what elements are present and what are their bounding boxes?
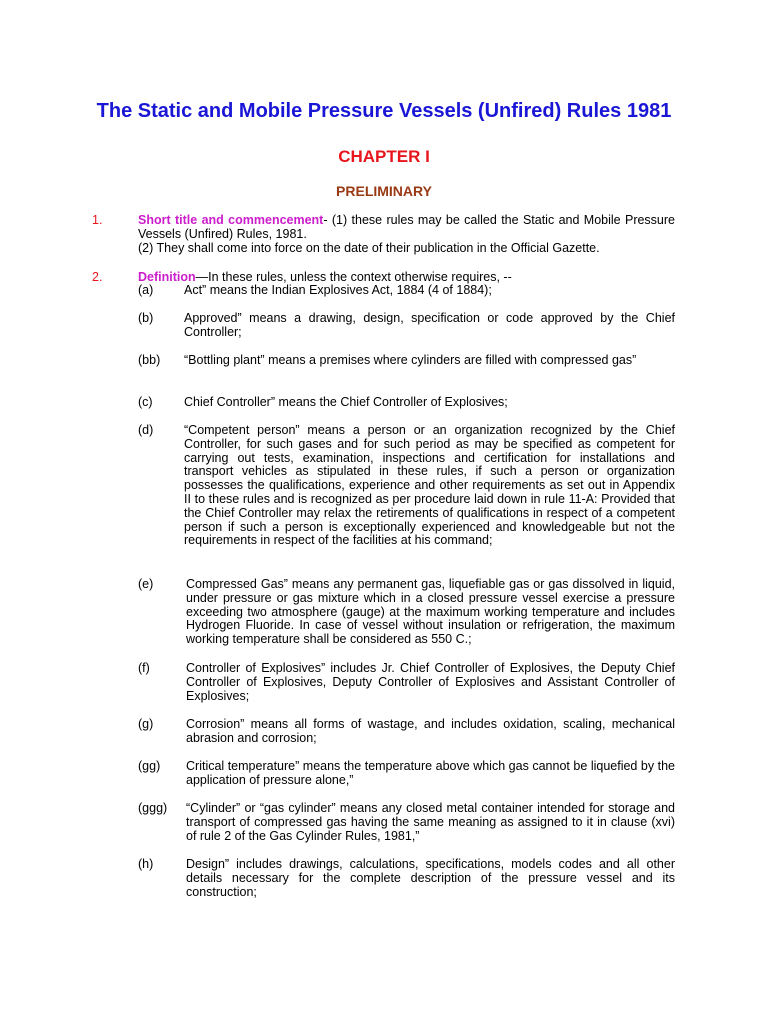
rule-number: 2. — [92, 270, 103, 284]
definition-text: Chief Controller” means the Chief Controller of Explosives; — [184, 395, 508, 409]
rule-paragraph — [138, 213, 675, 255]
definition-text: “Competent person” means a person or an organization recognized by the Chief Controller, for such gases and for such period as may be specified as competent for carrying out tests, examination, inspections and certification for installations and transport vehicles as stipulated in these rules, if such a person or organization possesses the qualifications, experience and other requirements as set out in Appendix II to these rules and is recognized as per procedure laid down in rule 11-A: Provided that the Chief Controller may relax the retirements of qualifications in respect of a competent person if such a person is exceptionally experienced and knowledgeable but not the requirements in respect of the facilities at his command; — [184, 423, 675, 548]
definition-text: Controller of Explosives” includes Jr. Chief Controller of Explosives, the Deputy Chief Controller of Explosives, Deputy Controller of Explosives and Assistant Controller of Explosives; — [186, 661, 675, 703]
definition-label: (f) — [138, 661, 150, 675]
definition-label: (c) — [138, 395, 153, 409]
definition-text: Design” includes drawings, calculations, specifications, models codes and all other details necessary for the complete description of the pressure vessel and its construction; — [186, 857, 675, 899]
rule-text: —In these rules, unless the context otherwise requires, -- — [195, 270, 512, 284]
definition-text: Approved” means a drawing, design, specification or code approved by the Chief Controller; — [184, 311, 675, 339]
rule-text: (2) They shall come into force on the date of their publication in the Official Gazette. — [138, 241, 600, 255]
chapter-heading: CHAPTER I — [338, 147, 430, 166]
rule-number: 1. — [92, 213, 103, 227]
definition-label: (e) — [138, 577, 154, 591]
rule-paragraph — [138, 270, 675, 284]
definition-label: (gg) — [138, 759, 161, 773]
definition-label: (ggg) — [138, 801, 168, 815]
definition-label: (h) — [138, 857, 154, 871]
definition-label: (g) — [138, 717, 154, 731]
definition-text: Compressed Gas” means any permanent gas, liquefiable gas or gas dissolved in liquid, under pressure or gas mixture which in a closed pressure vessel exercise a pressure exceeding two atmosphere (gauge) at the maximum working temperature and includes Hydrogen Fluoride. In case of vessel without insulation or refrigeration, the maximum working temperature shall be considered as 550 C.; — [186, 577, 675, 647]
rule-heading: Short title and commencement — [138, 213, 324, 227]
document-title: The Static and Mobile Pressure Vessels (Unfired) Rules 1981 — [96, 100, 672, 122]
definition-label: (bb) — [138, 353, 161, 367]
definition-text: Corrosion” means all forms of wastage, and includes oxidation, scaling, mechanical abrasion and corrosion; — [186, 717, 675, 745]
definition-label: (d) — [138, 423, 154, 437]
section-heading: PRELIMINARY — [336, 183, 432, 199]
rule-heading: Definition — [138, 270, 196, 284]
definition-text: “Cylinder” or “gas cylinder” means any closed metal container intended for storage and transport of compressed gas having the same meaning as assigned to it in clause (xvi) of rule 2 of the Gas Cylinder Rules, 1981,” — [186, 801, 675, 843]
rule-text: - (1) these rules may be called the Static and Mobile Pressure Vessels (Unfired) Rules, 1981. — [138, 213, 675, 241]
definition-label: (b) — [138, 311, 154, 325]
definition-text: Critical temperature” means the temperature above which gas cannot be liquefied by the application of pressure alone,” — [186, 759, 675, 787]
definition-label: (a) — [138, 283, 154, 297]
definition-text: Act” means the Indian Explosives Act, 1884 (4 of 1884); — [184, 283, 492, 297]
definition-text: “Bottling plant” means a premises where cylinders are filled with compressed gas” — [184, 353, 637, 367]
